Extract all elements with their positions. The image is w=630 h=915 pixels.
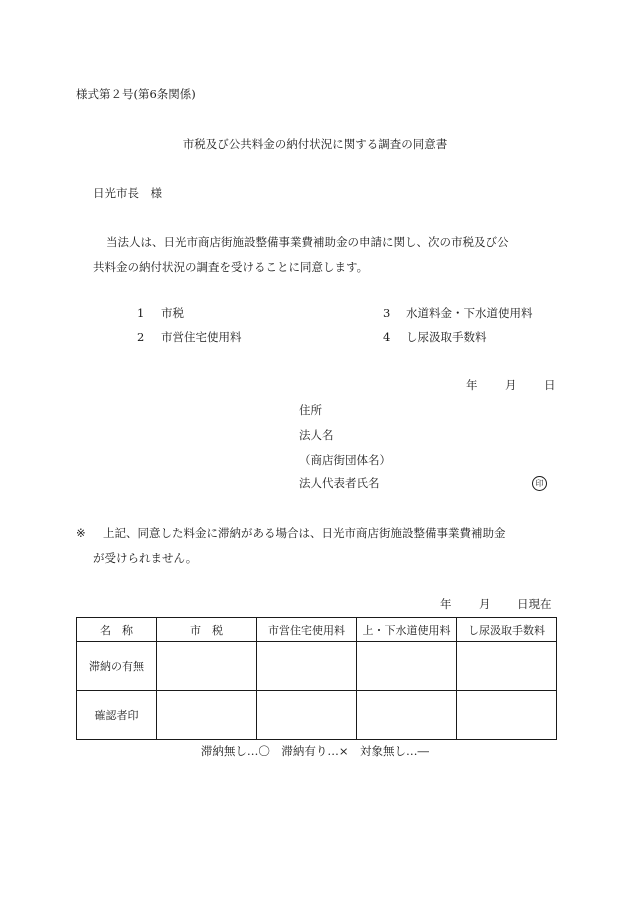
header-cell: 名 称 (77, 618, 157, 642)
header-cell: 上・下水道使用料 (357, 618, 457, 642)
assoc-name-label: （商店街団体名） (299, 453, 391, 467)
table-cell[interactable] (257, 642, 357, 691)
table-cell[interactable] (457, 642, 557, 691)
representative-label: 法人代表者氏名 (299, 476, 380, 490)
addressee: 日光市長 様 (93, 186, 162, 200)
row-label: 滞納の有無 (77, 642, 157, 691)
table-date-month: 月 (479, 597, 491, 611)
note-mark: ※ (76, 526, 86, 540)
payment-status-table (76, 617, 557, 740)
body-line-2: 共料金の納付状況の調査を受けることに同意します。 (93, 260, 369, 274)
table-date-day: 日現在 (517, 597, 552, 611)
form-number: 様式第２号(第6条関係) (76, 87, 196, 101)
item-number: 4 (383, 330, 391, 344)
table-cell[interactable] (357, 642, 457, 691)
date-month: 月 (505, 378, 517, 392)
item-label: し尿汲取手数料 (406, 330, 487, 344)
item-label: 水道料金・下水道使用料 (406, 306, 533, 320)
table-header-row (77, 618, 557, 642)
table-cell[interactable] (157, 642, 257, 691)
note-line-2: が受けられません。 (93, 551, 198, 565)
header-cell: 市営住宅使用料 (257, 618, 357, 642)
item-label: 市営住宅使用料 (161, 330, 242, 344)
table-row (77, 691, 557, 740)
document-title: 市税及び公共料金の納付状況に関する調査の同意書 (182, 137, 448, 151)
item-number: 3 (383, 306, 391, 320)
table-cell[interactable] (457, 691, 557, 740)
note-line-1: 上記、同意した料金に滞納がある場合は、日光市商店街施設整備事業費補助金 (103, 526, 506, 540)
date-year: 年 (466, 378, 478, 392)
table-cell[interactable] (157, 691, 257, 740)
item-number: 2 (137, 330, 145, 344)
body-line-1: 当法人は、日光市商店街施設整備事業費補助金の申請に関し、次の市税及び公 (106, 235, 509, 249)
date-day: 日 (544, 378, 556, 392)
table-cell[interactable] (357, 691, 457, 740)
corp-name-label: 法人名 (299, 428, 334, 442)
table-row (77, 642, 557, 691)
item-number: 1 (137, 306, 145, 320)
seal-mark: 印 (532, 476, 547, 491)
table-cell[interactable] (257, 691, 357, 740)
header-cell: し尿汲取手数料 (457, 618, 557, 642)
item-label: 市税 (161, 306, 184, 320)
header-cell: 市 税 (157, 618, 257, 642)
table-date-year: 年 (440, 597, 452, 611)
row-label: 確認者印 (77, 691, 157, 740)
address-label: 住所 (299, 403, 322, 417)
legend: 滞納無し…〇 滞納有り…× 対象無し…― (200, 744, 430, 758)
